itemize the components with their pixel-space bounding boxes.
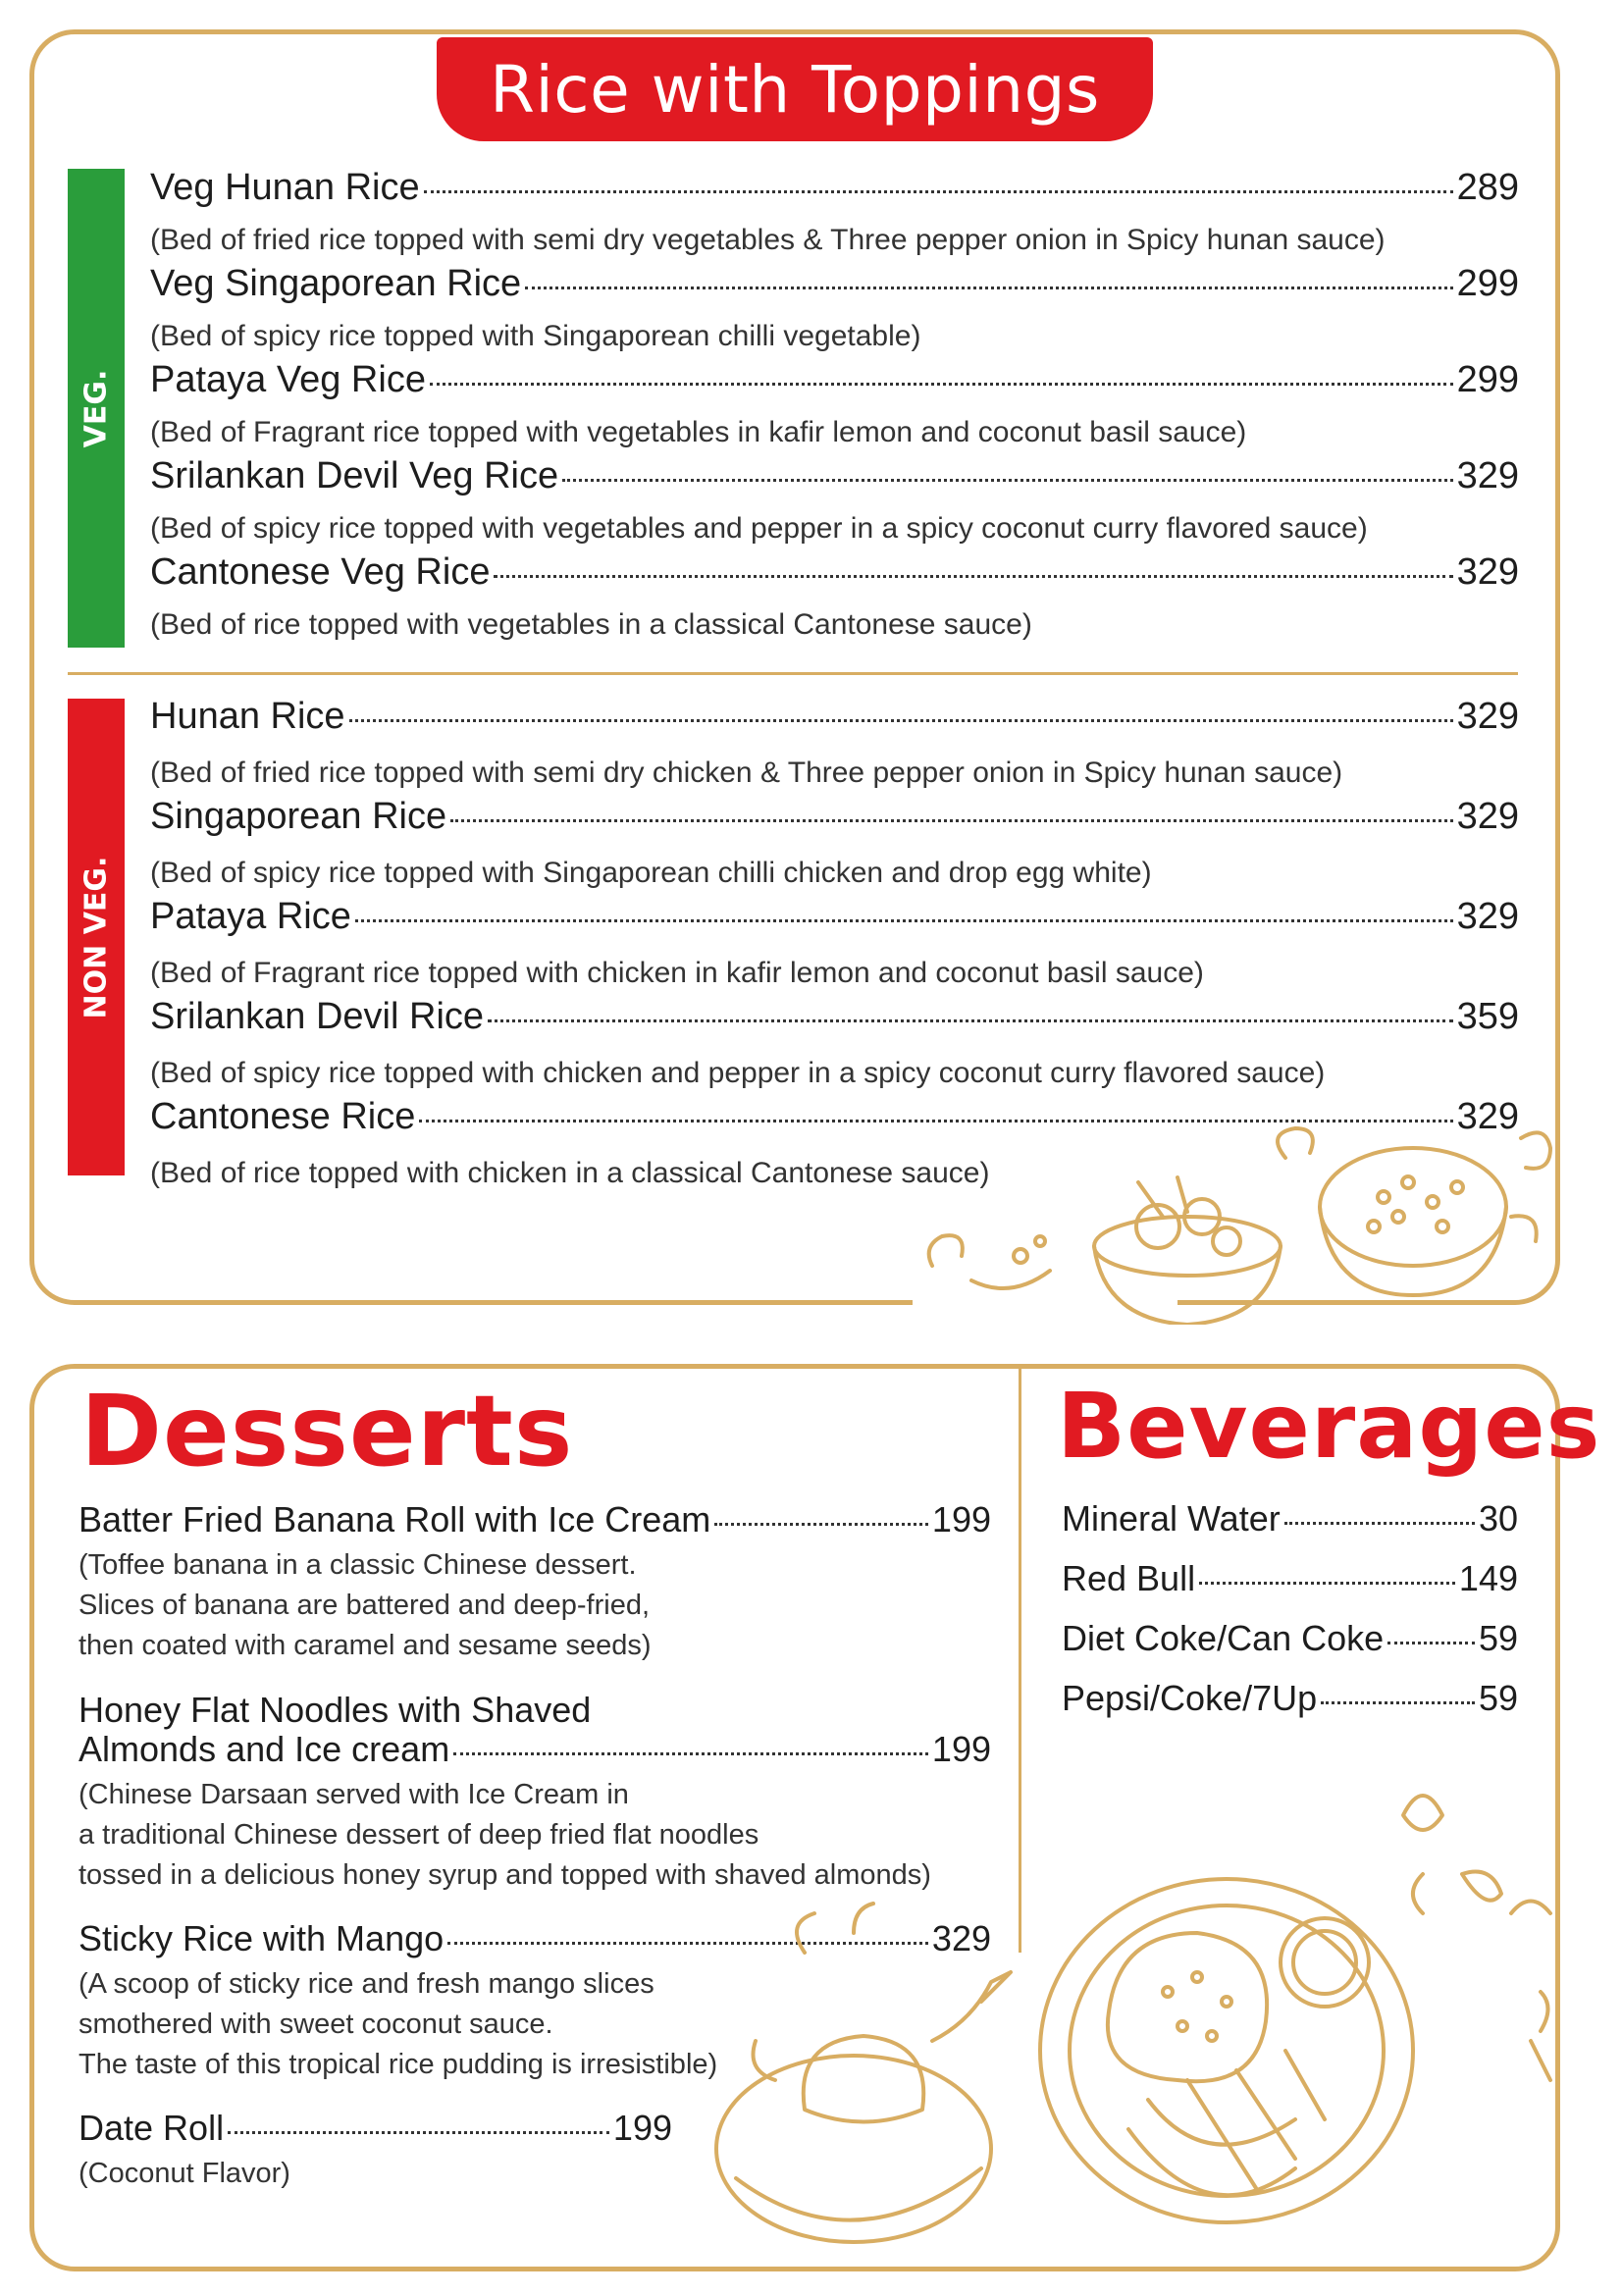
nonveg-label-bar [68, 699, 125, 1175]
veg-label: VEG. [78, 369, 114, 447]
item-description: (Bed of Fragrant rice topped with chicken in kafir lemon and coconut basil sauce) [150, 957, 1204, 989]
menu-item-veg-singaporean-rice [150, 263, 1519, 305]
veg-label-bar [68, 169, 125, 648]
item-description: (Bed of fried rice topped with semi dry vegetables & Three pepper onion in Spicy hunan sauce) [150, 224, 1386, 256]
menu-item-srilankan-devil-rice [150, 996, 1519, 1038]
item-name: Pataya Veg Rice [150, 359, 426, 400]
rice-bowl-illustration [913, 1070, 1560, 1325]
item-description: (Bed of spicy rice topped with Singaporean chilli chicken and drop egg white) [150, 857, 1152, 889]
menu-item-singaporean-rice [150, 796, 1519, 838]
item-price: 329 [1456, 455, 1519, 496]
item-price: 199 [931, 1499, 991, 1539]
item-description: (Bed of fried rice topped with semi dry chicken & Three pepper onion in Spicy hunan sauce) [150, 757, 1343, 789]
item-description: (Coconut Flavor) [78, 2158, 290, 2189]
item-name: Mineral Water [1062, 1498, 1281, 1539]
item-name: Pepsi/Coke/7Up [1062, 1678, 1318, 1718]
menu-item-pataya-veg-rice [150, 359, 1519, 401]
item-price: 30 [1478, 1498, 1518, 1539]
item-name: Batter Fried Banana Roll with Ice Cream [78, 1499, 711, 1539]
item-name-line1: Honey Flat Noodles with Shaved [78, 1690, 592, 1730]
dessert-illustration [677, 1756, 1580, 2267]
rice-section-title: Rice with Toppings [437, 37, 1153, 141]
item-description: (Bed of spicy rice topped with Singaporean chilli vegetable) [150, 320, 921, 352]
item-name: Cantonese Rice [150, 1096, 416, 1137]
beverages-title: Beverages [1057, 1374, 1601, 1479]
item-price: 329 [1456, 796, 1519, 837]
item-description: (Toffee banana in a classic Chinese dessert. Slices of banana are battered and deep-fried, then coated with caramel and sesame seeds) [78, 1549, 652, 1661]
menu-item-hunan-rice [150, 696, 1519, 738]
item-price: 329 [931, 1918, 991, 1958]
item-description: (Bed of rice topped with chicken in a classical Cantonese sauce) [150, 1157, 990, 1189]
item-price: 299 [1456, 263, 1519, 304]
menu-item-mineral-water [1062, 1498, 1518, 1539]
menu-item-cantonese-veg-rice [150, 551, 1519, 594]
item-price: 59 [1478, 1618, 1518, 1658]
menu-item-banana-roll [78, 1499, 991, 1540]
item-name: Diet Coke/Can Coke [1062, 1618, 1385, 1658]
item-price: 329 [1456, 1096, 1519, 1137]
menu-item-red-bull [1062, 1558, 1518, 1599]
menu-item-srilankan-devil-veg-rice [150, 455, 1519, 497]
item-description: (Bed of spicy rice topped with vegetables and pepper in a spicy coconut curry flavored sauce) [150, 512, 1368, 545]
item-price: 329 [1456, 551, 1519, 593]
item-price: 289 [1456, 167, 1519, 208]
item-description: (Bed of Fragrant rice topped with vegetables in kafir lemon and coconut basil sauce) [150, 416, 1247, 448]
item-price: 329 [1456, 896, 1519, 937]
item-price: 329 [1456, 696, 1519, 737]
item-name: Pataya Rice [150, 896, 351, 937]
item-description: (Chinese Darsaan served with Ice Cream in a traditional Chinese dessert of deep fried flat noodles tossed in a delicious honey syrup and topped with shaved almonds) [78, 1779, 931, 1891]
item-name: Cantonese Veg Rice [150, 551, 491, 593]
item-name: Almonds and Ice cream [78, 1729, 450, 1769]
item-price: 199 [931, 1729, 991, 1769]
item-name: Veg Hunan Rice [150, 167, 420, 208]
menu-item-diet-coke [1062, 1618, 1518, 1659]
item-description: (A scoop of sticky rice and fresh mango slices smothered with sweet coconut sauce. The taste of this tropical rice pudding is irresistible) [78, 1968, 718, 2080]
item-description: (Bed of rice topped with vegetables in a classical Cantonese sauce) [150, 608, 1032, 641]
item-price: 149 [1458, 1558, 1518, 1598]
desserts-title: Desserts [80, 1374, 574, 1488]
item-name: Hunan Rice [150, 696, 345, 737]
menu-item-veg-hunan-rice [150, 167, 1519, 209]
item-name: Date Roll [78, 2108, 225, 2148]
item-name: Sticky Rice with Mango [78, 1918, 445, 1958]
item-description: (Bed of spicy rice topped with chicken and pepper in a spicy coconut curry flavored sauce) [150, 1057, 1326, 1089]
nonveg-label: NON VEG. [78, 856, 114, 1018]
item-price: 199 [612, 2108, 672, 2148]
menu-item-pataya-rice [150, 896, 1519, 938]
menu-item-pepsi [1062, 1678, 1518, 1719]
item-name: Singaporean Rice [150, 796, 447, 837]
item-name: Red Bull [1062, 1558, 1196, 1598]
item-price: 299 [1456, 359, 1519, 400]
menu-item-date-roll [78, 2108, 672, 2149]
item-name: Veg Singaporean Rice [150, 263, 522, 304]
item-price: 59 [1478, 1678, 1518, 1718]
item-name: Srilankan Devil Rice [150, 996, 485, 1037]
item-name: Srilankan Devil Veg Rice [150, 455, 559, 496]
veg-nonveg-divider [68, 672, 1518, 675]
item-price: 359 [1456, 996, 1519, 1037]
